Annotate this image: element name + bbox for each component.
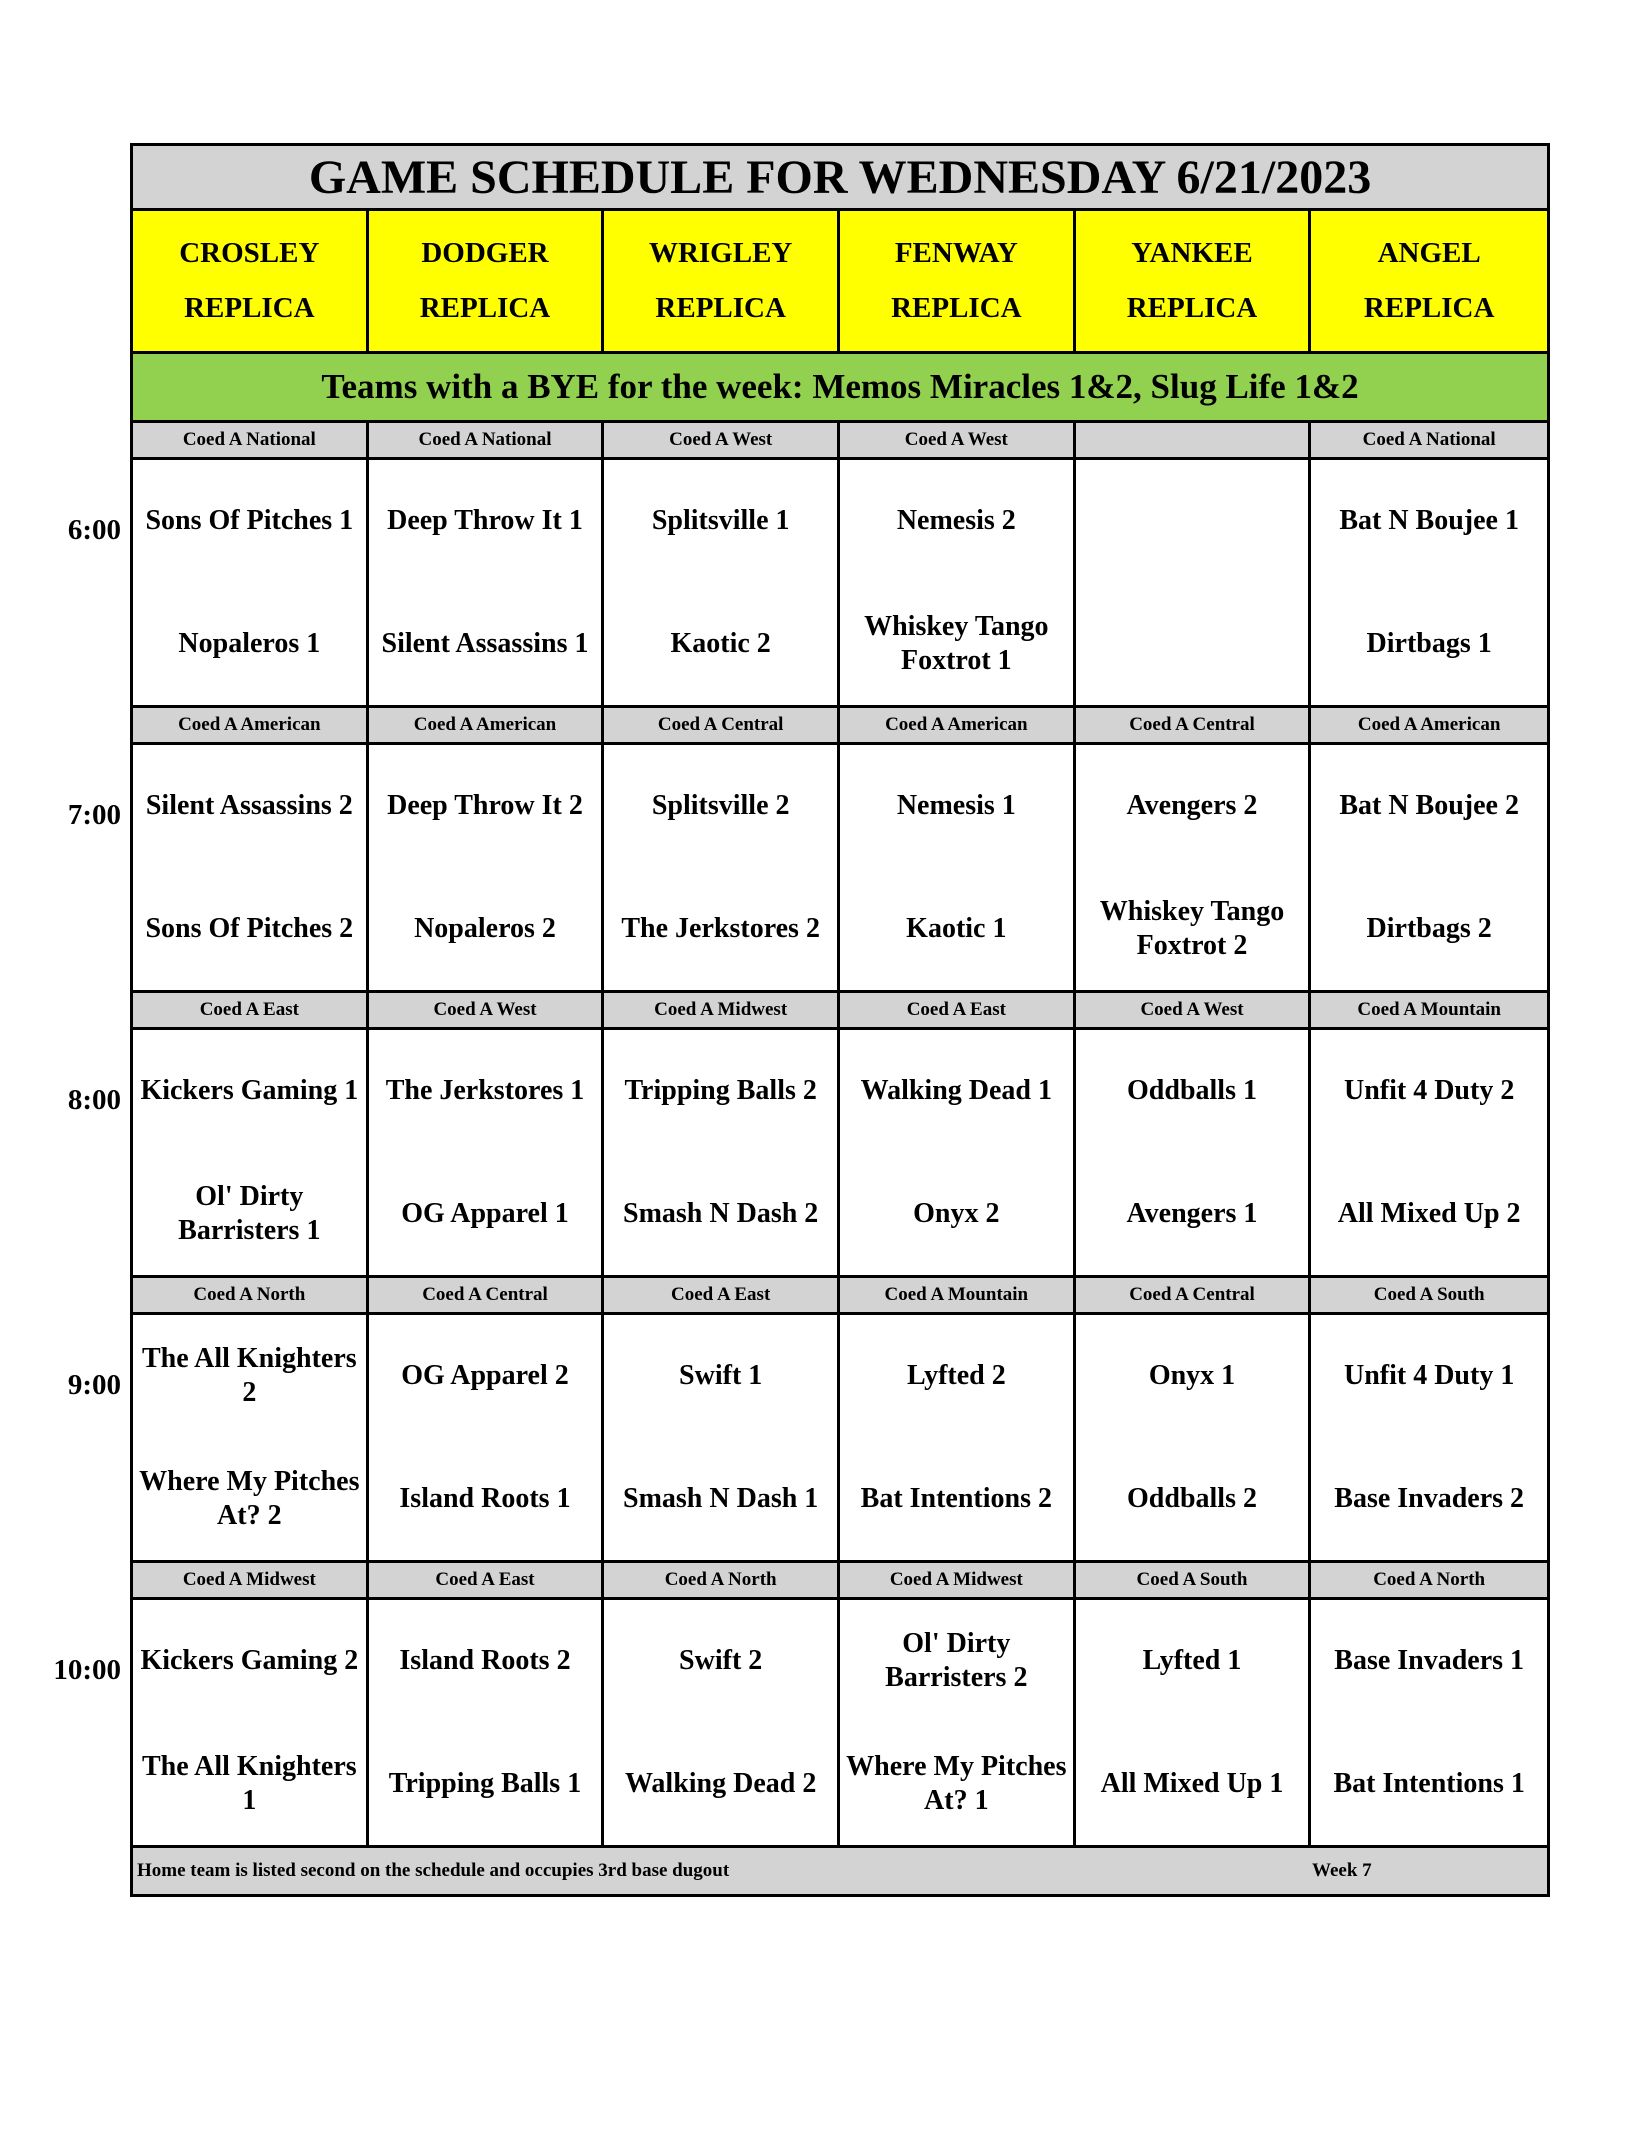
away-team: Deep Throw It 2	[387, 790, 583, 822]
game-cell	[1311, 1600, 1547, 1845]
game-cell	[1311, 460, 1547, 705]
game-cell	[840, 745, 1076, 990]
division-row	[133, 423, 1547, 460]
footer	[133, 1848, 1547, 1894]
field-name: YANKEE	[1131, 237, 1253, 269]
division-label	[1076, 423, 1312, 457]
division-label: Coed A American	[369, 708, 605, 742]
game-cell	[604, 1030, 840, 1275]
home-team: Silent Assassins 1	[381, 627, 589, 659]
away-team: Silent Assassins 2	[145, 790, 353, 822]
home-team: Onyx 2	[913, 1197, 1000, 1229]
time-label: 9:00	[67, 1368, 121, 1401]
home-team: Bat Intentions 2	[860, 1482, 1053, 1514]
game-cell	[1076, 1315, 1312, 1560]
game-cell	[133, 1600, 369, 1845]
time-label: 7:00	[67, 798, 121, 831]
division-row	[133, 708, 1547, 745]
away-team: Kickers Gaming 2	[140, 1645, 359, 1677]
game-cell	[840, 1030, 1076, 1275]
home-team: Smash N Dash 1	[623, 1482, 819, 1514]
game-cell	[1076, 745, 1312, 990]
away-team: The Jerkstores 1	[385, 1075, 585, 1107]
division-label: Coed A Central	[369, 1278, 605, 1312]
game-cell	[369, 1315, 605, 1560]
home-team: Dirtbags 1	[1366, 627, 1492, 659]
bye-banner: Teams with a BYE for the week: Memos Miracles 1&2, Slug Life 1&2	[133, 354, 1547, 423]
division-label: Coed A South	[1373, 1284, 1485, 1305]
home-team: All Mixed Up 1	[1100, 1767, 1284, 1799]
time-label: 6:00	[67, 513, 121, 546]
home-team: Nopaleros 1	[178, 627, 321, 659]
home-team: Dirtbags 2	[1366, 912, 1492, 944]
division-label: Coed A North	[604, 1563, 840, 1597]
home-team: Where My Pitches At? 1	[846, 1750, 1067, 1816]
division-label: Coed A West	[1076, 993, 1312, 1027]
division-label: Coed A National	[369, 423, 605, 457]
field-header	[1311, 211, 1547, 351]
division-label: Coed A East	[369, 1563, 605, 1597]
field-header	[1076, 211, 1312, 351]
game-cell	[369, 1030, 605, 1275]
division-label: Coed A West	[840, 423, 1076, 457]
home-team	[1076, 583, 1309, 706]
division-label: Coed A North	[1373, 1569, 1486, 1590]
field-type: REPLICA	[1126, 292, 1258, 324]
game-cell	[133, 460, 369, 705]
division-label: Coed A West	[604, 423, 840, 457]
page-title: GAME SCHEDULE FOR WEDNESDAY 6/21/2023	[133, 146, 1547, 211]
away-team: Swift 2	[679, 1645, 763, 1677]
division-label: Coed A American	[133, 708, 369, 742]
division-label: Coed A Mountain	[1357, 999, 1501, 1020]
home-team: Whiskey Tango Foxtrot 1	[864, 610, 1049, 676]
week-label: Week 7	[1312, 1860, 1372, 1881]
field-header	[604, 211, 840, 351]
away-team: The All Knighters 2	[141, 1343, 357, 1409]
field-header	[840, 211, 1076, 351]
division-label: Coed A American	[840, 708, 1076, 742]
away-team: Kickers Gaming 1	[140, 1075, 359, 1107]
away-team: Walking Dead 1	[860, 1075, 1053, 1107]
away-team: Avengers 2	[1126, 790, 1258, 822]
division-label: Coed A National	[1362, 429, 1496, 450]
game-cell	[840, 460, 1076, 705]
field-type: REPLICA	[184, 292, 315, 324]
game-cell	[1311, 1315, 1547, 1560]
away-team: Deep Throw It 1	[387, 505, 583, 537]
home-team-note: Home team is listed second on the schedule and occupies 3rd base dugout	[137, 1860, 730, 1881]
home-team: Walking Dead 2	[624, 1767, 817, 1799]
game-cell	[1311, 745, 1547, 990]
field-header	[133, 211, 369, 351]
division-label: Coed A National	[133, 423, 369, 457]
away-team: OG Apparel 2	[401, 1360, 569, 1392]
away-team	[1076, 460, 1309, 583]
division-label: Coed A East	[840, 993, 1076, 1027]
away-team: Tripping Balls 2	[624, 1075, 817, 1107]
schedule-sheet	[53, 143, 1550, 1897]
game-cell	[133, 1030, 369, 1275]
division-label: Coed A Mountain	[840, 1278, 1076, 1312]
home-team: Whiskey Tango Foxtrot 2	[1099, 895, 1285, 961]
away-team: Base Invaders 1	[1334, 1645, 1525, 1677]
away-team: Unfit 4 Duty 1	[1343, 1360, 1515, 1392]
time-label: 8:00	[67, 1083, 121, 1116]
division-row	[133, 1563, 1547, 1600]
home-team: Avengers 1	[1126, 1197, 1258, 1229]
away-team: Oddballs 1	[1127, 1075, 1257, 1107]
time-slot	[67, 1030, 1547, 1278]
field-type: REPLICA	[655, 292, 786, 324]
field-type: REPLICA	[891, 292, 1022, 324]
field-name: CROSLEY	[179, 237, 320, 269]
game-cell	[1076, 1030, 1312, 1275]
away-team: Splitsville 1	[651, 505, 790, 537]
away-team: Island Roots 2	[399, 1645, 571, 1677]
division-label: Coed A American	[1357, 714, 1501, 735]
game-cell	[840, 1315, 1076, 1560]
time-slot	[67, 745, 1547, 993]
field-type: REPLICA	[419, 292, 551, 324]
field-name: DODGER	[421, 237, 549, 269]
home-team: Where My Pitches At? 2	[139, 1465, 360, 1531]
game-cell	[604, 1315, 840, 1560]
game-cell	[604, 1600, 840, 1845]
division-label: Coed A East	[604, 1278, 840, 1312]
game-cell	[133, 1315, 369, 1560]
home-team: Kaotic 1	[906, 912, 1007, 944]
away-team: Lyfted 1	[1142, 1645, 1242, 1677]
home-team: Ol' Dirty Barristers 1	[178, 1180, 321, 1246]
game-cell	[1076, 460, 1312, 705]
game-cell	[133, 745, 369, 990]
time-slot	[53, 1600, 1547, 1848]
away-team: Splitsville 2	[651, 790, 790, 822]
away-team: Onyx 1	[1148, 1360, 1236, 1392]
field-header	[369, 211, 605, 351]
away-team: Ol' Dirty Barristers 2	[885, 1628, 1028, 1694]
game-cell	[1076, 1600, 1312, 1845]
game-cell	[369, 745, 605, 990]
division-label: Coed A Central	[604, 708, 840, 742]
away-team: Bat N Boujee 2	[1339, 790, 1519, 822]
division-label: Coed A West	[369, 993, 605, 1027]
home-team: The All Knighters 1	[141, 1750, 357, 1816]
home-team: Nopaleros 2	[414, 912, 556, 944]
home-team: Tripping Balls 1	[388, 1767, 582, 1799]
home-team: Base Invaders 2	[1334, 1482, 1525, 1514]
away-team: Bat N Boujee 1	[1339, 505, 1519, 537]
home-team: Kaotic 2	[670, 627, 771, 659]
game-cell	[1311, 1030, 1547, 1275]
division-label: Coed A Midwest	[133, 1563, 369, 1597]
away-team: Nemesis 1	[896, 790, 1016, 822]
field-name: WRIGLEY	[648, 237, 793, 269]
field-header-row	[133, 211, 1547, 354]
home-team: OG Apparel 1	[401, 1197, 569, 1229]
division-label: Coed A Central	[1076, 1278, 1312, 1312]
game-cell	[604, 745, 840, 990]
field-name: ANGEL	[1377, 237, 1481, 269]
away-team: Swift 1	[679, 1360, 763, 1392]
time-slot	[67, 1315, 1547, 1563]
home-team: Sons Of Pitches 2	[145, 912, 354, 944]
field-type: REPLICA	[1363, 292, 1495, 324]
division-label: Coed A Midwest	[840, 1563, 1076, 1597]
away-team: Sons Of Pitches 1	[145, 505, 354, 537]
home-team: Oddballs 2	[1127, 1482, 1257, 1514]
game-cell	[369, 460, 605, 705]
game-cell	[840, 1600, 1076, 1845]
home-team: Smash N Dash 2	[623, 1197, 819, 1229]
home-team: All Mixed Up 2	[1337, 1197, 1521, 1229]
home-team: The Jerkstores 2	[621, 912, 820, 944]
game-cell	[369, 1600, 605, 1845]
division-label: Coed A South	[1076, 1563, 1312, 1597]
division-row	[133, 993, 1547, 1030]
home-team: Bat Intentions 1	[1333, 1767, 1525, 1799]
time-slot	[67, 460, 1547, 708]
time-label: 10:00	[53, 1653, 121, 1686]
away-team: Nemesis 2	[896, 505, 1016, 537]
division-label: Coed A Central	[1076, 708, 1312, 742]
home-team: Island Roots 1	[399, 1482, 571, 1514]
division-label: Coed A Midwest	[604, 993, 840, 1027]
game-cell	[604, 460, 840, 705]
field-name: FENWAY	[894, 237, 1018, 269]
away-team: Lyfted 2	[906, 1360, 1006, 1392]
division-label: Coed A North	[133, 1278, 369, 1312]
division-row	[133, 1278, 1547, 1315]
away-team: Unfit 4 Duty 2	[1343, 1075, 1515, 1107]
division-label: Coed A East	[133, 993, 369, 1027]
